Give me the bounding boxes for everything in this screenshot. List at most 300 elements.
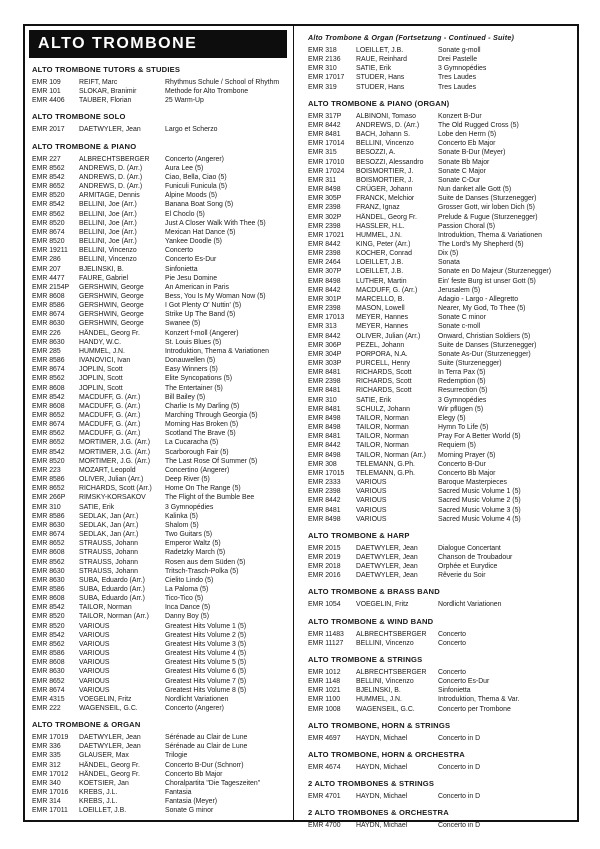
- entry-code: EMR 1054: [308, 601, 341, 609]
- catalog-entry-row: [32, 576, 287, 585]
- entry-composer: VARIOUS: [79, 677, 110, 685]
- entry-code: EMR 319: [308, 83, 337, 91]
- entry-code: EMR 8481: [308, 369, 341, 377]
- catalog-entry-row: [32, 695, 287, 704]
- entry-code: EMR 8481: [308, 387, 341, 395]
- entry-title: Marching Through Georgia (5): [165, 412, 258, 419]
- entry-title: Concerto per Trombone: [438, 705, 511, 713]
- entry-code: EMR 340: [32, 779, 61, 787]
- entry-title: La Cucaracha (5): [165, 439, 219, 447]
- entry-code: EMR 312: [32, 761, 61, 769]
- entry-title: Sinfonietta: [165, 265, 198, 273]
- entry-composer: TAILOR, Norman (Arr.): [79, 613, 149, 621]
- entry-composer: HAYDN, Michael: [356, 763, 408, 771]
- entry-code: EMR 302P: [308, 213, 342, 221]
- entry-title: Rhythmus Schule / School of Rhythm: [165, 79, 280, 86]
- entry-composer: BACH, Johann S.: [356, 131, 411, 139]
- catalog-entry-row: [308, 222, 571, 231]
- entry-composer: STRAUSS, Johann: [79, 567, 138, 575]
- entry-title: Cielito Lindo (5): [165, 576, 214, 584]
- entry-composer: SLOKAR, Branimir: [79, 88, 137, 96]
- entry-title: 3 Gymnopédies: [438, 396, 487, 404]
- catalog-entry-row: [32, 393, 287, 402]
- entry-title: Jerusalem (5): [438, 286, 481, 294]
- entry-composer: BELLINI, Vincenzo: [79, 247, 137, 255]
- entry-title: Concerto: [165, 247, 193, 255]
- entry-composer: HÄNDEL, Georg Fr.: [356, 213, 417, 221]
- entry-title: Concerto: [438, 668, 466, 676]
- catalog-entry-row: [308, 176, 571, 185]
- entry-composer: VARIOUS: [79, 622, 110, 630]
- entry-title: Prelude & Fugue (Sturzenegger): [438, 213, 538, 221]
- entry-title: Two Guitars (5): [165, 531, 213, 539]
- entry-composer: OLIVER, Julian (Arr.): [79, 476, 144, 484]
- section-heading: 2 ALTO TROMBONES & ORCHESTRA: [308, 808, 449, 818]
- entry-composer: MACDUFF, G. (Arr.): [356, 286, 418, 294]
- catalog-entry-row: [308, 148, 571, 157]
- entry-composer: TAILOR, Norman: [356, 414, 409, 422]
- entry-code: EMR 226: [32, 329, 61, 337]
- entry-composer: ARMITAGE, Dennis: [79, 192, 140, 200]
- catalog-entry-row: [308, 734, 571, 743]
- catalog-entry-row: [308, 350, 571, 359]
- entry-title: Passion Choral (5): [438, 222, 496, 230]
- entry-title: Sonate G minor: [165, 807, 214, 815]
- entry-code: EMR 8586: [32, 476, 65, 484]
- entry-composer: BOISMORTIER, J.: [356, 167, 414, 175]
- entry-title: Kalinka (5): [165, 512, 198, 520]
- entry-code: EMR 8586: [32, 585, 65, 593]
- catalog-entry-row: [308, 763, 571, 772]
- entry-code: EMR 307P: [308, 268, 342, 276]
- entry-code: EMR 17021: [308, 231, 345, 239]
- page-title-text: ALTO TROMBONE: [38, 35, 198, 52]
- entry-title: Greatest Hits Volume 6 (5): [165, 668, 247, 676]
- entry-code: EMR 2015: [308, 544, 341, 552]
- catalog-entry-row: [308, 286, 571, 295]
- catalog-entry-row: [308, 562, 571, 571]
- entry-code: EMR 1012: [308, 668, 341, 676]
- catalog-entry-row: [32, 704, 287, 713]
- entry-title: Nordlicht Variationen: [165, 695, 229, 703]
- entry-title: Fantasia: [165, 789, 192, 797]
- entry-code: EMR 315: [308, 149, 337, 157]
- catalog-entry-row: [32, 228, 287, 237]
- entry-title: Tres Laudes: [438, 74, 477, 82]
- entry-composer: VARIOUS: [79, 631, 110, 639]
- entry-composer: VOEGELIN, Fritz: [79, 695, 132, 703]
- entry-code: EMR 8562: [32, 430, 65, 438]
- entry-title: El Choclo (5): [165, 210, 205, 218]
- entry-title: Home On The Range (5): [165, 485, 241, 493]
- entry-title: Elegy (5): [438, 414, 466, 422]
- entry-title: The Lord's My Shepherd (5): [438, 240, 524, 248]
- entry-title: Rosen aus dem Süden (5): [165, 558, 246, 566]
- entry-title: Alpine Moods (5): [165, 192, 218, 200]
- entry-title: Concerto: [438, 639, 466, 647]
- entry-code: EMR 308: [308, 460, 337, 468]
- entry-title: Sonate C-Dur: [438, 176, 481, 184]
- catalog-entry-row: [32, 603, 287, 612]
- catalog-entry-row: [32, 640, 287, 649]
- entry-composer: HUMMEL, J.N.: [79, 347, 125, 355]
- entry-composer: RIMSKY-KORSAKOV: [79, 494, 146, 502]
- entry-composer: GERSHWIN, George: [79, 283, 144, 291]
- entry-code: EMR 8520: [32, 622, 65, 630]
- section-heading: ALTO TROMBONE & ORGAN: [32, 720, 141, 730]
- catalog-entry-row: [308, 231, 571, 240]
- catalog-entry-row: [32, 301, 287, 310]
- entry-title: Lobe den Herrn (5): [438, 131, 497, 139]
- entry-code: EMR 2398: [308, 204, 341, 212]
- entry-composer: ALBRECHTSBERGER: [356, 668, 427, 676]
- catalog-entry-row: [308, 478, 571, 487]
- entry-composer: VARIOUS: [79, 650, 110, 658]
- section-heading: ALTO TROMBONE & WIND BAND: [308, 616, 434, 626]
- catalog-entry-row: [308, 571, 571, 580]
- catalog-entry-row: [308, 304, 571, 313]
- entry-composer: BELLINI, Joe (Arr.): [79, 238, 137, 246]
- catalog-entry-row: [32, 255, 287, 264]
- catalog-entry-row: [32, 751, 287, 760]
- catalog-entry-row: [308, 313, 571, 322]
- entry-code: EMR 2398: [308, 305, 341, 313]
- catalog-entry-row: [308, 258, 571, 267]
- catalog-entry-row: [32, 155, 287, 164]
- entry-title: Bill Bailey (5): [165, 393, 206, 401]
- entry-title: Konzert B-Dur: [438, 112, 482, 120]
- catalog-entry-row: [32, 667, 287, 676]
- entry-title: Greatest Hits Volume 1 (5): [165, 622, 247, 630]
- entry-code: EMR 8498: [308, 277, 341, 285]
- entry-code: EMR 8630: [32, 576, 65, 584]
- entry-code: EMR 8498: [308, 451, 341, 459]
- entry-title: Sonate Bb Major: [438, 158, 490, 166]
- entry-composer: TAILOR, Norman: [356, 442, 409, 450]
- entry-title: Concerto B-Dur: [438, 460, 486, 468]
- entry-title: Resurrection (5): [438, 387, 488, 395]
- entry-title: Nun danket alle Gott (5): [438, 186, 512, 194]
- entry-title: Greatest Hits Volume 3 (5): [165, 640, 247, 648]
- catalog-section: [29, 720, 287, 815]
- entry-title: Sonata: [438, 259, 460, 267]
- entry-title: Donauwellen (5): [165, 357, 216, 365]
- section-heading: ALTO TROMBONE & PIANO (ORGAN): [308, 98, 450, 108]
- catalog-entry-row: [308, 112, 571, 121]
- catalog-entry-row: [32, 384, 287, 393]
- catalog-section: [29, 112, 287, 134]
- entry-composer: LOEILLET, J.B.: [79, 807, 127, 815]
- catalog-entry-row: [308, 396, 571, 405]
- entry-title: La Paloma (5): [165, 585, 209, 593]
- entry-code: EMR 8542: [32, 448, 65, 456]
- entry-code: EMR 8562: [32, 640, 65, 648]
- entry-title: Shalom (5): [165, 521, 199, 529]
- entry-code: EMR 2464: [308, 259, 341, 267]
- entry-title: Sérénade au Clair de Lune: [165, 743, 248, 751]
- section-heading: ALTO TROMBONE & PIANO: [32, 141, 137, 151]
- entry-code: EMR 4700: [308, 822, 341, 830]
- entry-title: Charlie Is My Darling (5): [165, 402, 240, 410]
- entry-composer: VARIOUS: [356, 479, 387, 487]
- catalog-entry-row: [308, 469, 571, 478]
- catalog-entry-row: [308, 73, 571, 82]
- entry-title: 25 Warm-Up: [165, 97, 204, 105]
- entry-code: EMR 223: [32, 466, 61, 474]
- catalog-entry-row: [32, 788, 287, 797]
- entry-code: EMR 17024: [308, 167, 345, 175]
- catalog-entry-row: [32, 622, 287, 631]
- catalog-entry-row: [32, 219, 287, 228]
- catalog-entry-row: [308, 322, 571, 331]
- entry-title: The Entertainer (5): [165, 384, 223, 392]
- catalog-entry-row: [32, 338, 287, 347]
- entry-composer: BESOZZI, Alessandro: [356, 158, 424, 166]
- entry-title: Introduktion, Thema & Var.: [438, 696, 520, 704]
- entry-title: Greatest Hits Volume 8 (5): [165, 686, 247, 694]
- entry-title: Swanee (5): [165, 320, 201, 328]
- entry-code: EMR 2398: [308, 488, 341, 496]
- entry-composer: LUTHER, Martin: [356, 277, 407, 285]
- catalog-entry-row: [308, 515, 571, 524]
- entry-title: Introduktion, Thema & Variationen: [165, 347, 269, 355]
- entry-code: EMR 4701: [308, 793, 341, 800]
- entry-composer: KREBS, J.L.: [79, 789, 118, 797]
- entry-title: Greatest Hits Volume 4 (5): [165, 650, 247, 658]
- entry-code: EMR 306P: [308, 341, 342, 349]
- entry-code: EMR 17012: [32, 770, 69, 778]
- entry-composer: VARIOUS: [356, 497, 387, 505]
- entry-code: EMR 11483: [308, 630, 344, 638]
- entry-title: Scarborough Fair (5): [165, 448, 229, 456]
- catalog-entry-row: [308, 167, 571, 176]
- entry-composer: HANDY, W.C.: [79, 338, 121, 346]
- entry-title: Inca Dance (5): [165, 604, 211, 612]
- entry-title: Funiculi Funicula (5): [165, 183, 228, 191]
- entry-composer: ALBINONI, Tomaso: [356, 112, 416, 120]
- entry-composer: PEZEL, Johann: [356, 341, 405, 349]
- entry-code: EMR 19211: [32, 247, 68, 255]
- entry-title: Concerto Es-Dur: [438, 678, 490, 686]
- entry-composer: KREBS, J.L.: [79, 798, 118, 806]
- entry-code: EMR 2017: [32, 126, 65, 134]
- entry-title: Konzert f-moll (Angerer): [165, 329, 239, 337]
- entry-code: EMR 8520: [32, 238, 65, 246]
- entry-title: Ein' feste Burg ist unser Gott (5): [438, 277, 536, 285]
- catalog-entry-row: [32, 356, 287, 365]
- entry-title: Largo et Scherzo: [165, 126, 218, 134]
- entry-code: EMR 4697: [308, 734, 341, 742]
- entry-composer: LOEILLET, J.B.: [356, 259, 404, 267]
- entry-title: Baroque Masterpieces: [438, 479, 507, 487]
- entry-composer: SUBA, Eduardo (Arr.): [79, 595, 145, 603]
- entry-code: EMR 8562: [32, 375, 65, 383]
- entry-code: EMR 8481: [308, 405, 341, 413]
- left-column: [25, 26, 293, 820]
- entry-composer: BELLINI, Joe (Arr.): [79, 219, 137, 227]
- entry-title: Yankee Doodle (5): [165, 238, 222, 246]
- entry-composer: VARIOUS: [356, 506, 387, 514]
- section-heading: ALTO TROMBONE & STRINGS: [308, 654, 423, 664]
- entry-composer: MACDUFF, G. (Arr.): [79, 402, 141, 410]
- catalog-entry-row: [32, 265, 287, 274]
- entry-composer: MORTIMER, J.G. (Arr.): [79, 439, 151, 447]
- entry-title: Greatest Hits Volume 5 (5): [165, 659, 247, 667]
- catalog-entry-row: [308, 249, 571, 258]
- entry-composer: GLAUSER, Max: [79, 752, 129, 760]
- entry-composer: JOPLIN, Scott: [79, 366, 123, 374]
- entry-title: Concerto B-Dur (Schnorr): [165, 761, 244, 769]
- entry-code: EMR 8442: [308, 442, 341, 450]
- catalog-entry-row: [308, 821, 571, 830]
- section-heading: ALTO TROMBONE, HORN & STRINGS: [308, 720, 451, 730]
- entry-composer: MEYER, Hannes: [356, 314, 409, 322]
- entry-composer: HAYDN, Michael: [356, 793, 408, 800]
- catalog-entry-row: [308, 630, 571, 639]
- entry-composer: VARIOUS: [79, 659, 110, 667]
- entry-composer: KOETSIER, Jan: [79, 779, 129, 787]
- entry-code: EMR 8498: [308, 186, 341, 194]
- catalog-entry-row: [32, 191, 287, 200]
- entry-composer: SATIE, Erik: [79, 503, 115, 511]
- catalog-entry-row: [32, 733, 287, 742]
- entry-title: Trilogie: [165, 752, 188, 760]
- catalog-entry-row: [308, 194, 571, 203]
- entry-composer: STUDER, Hans: [356, 74, 405, 82]
- entry-code: EMR 305P: [308, 195, 342, 203]
- entry-composer: FRANZ, Ignaz: [356, 204, 400, 212]
- entry-composer: ALBRECHTSBERGER: [79, 155, 150, 163]
- entry-title: Greatest Hits Volume 7 (5): [165, 677, 247, 685]
- catalog-entry-row: [308, 267, 571, 276]
- entry-title: Concerto Es-Dur: [165, 256, 217, 264]
- catalog-entry-row: [308, 359, 571, 368]
- entry-title: Suite de Danses (Sturzenegger): [438, 341, 537, 349]
- catalog-section: [305, 99, 571, 524]
- catalog-section: [305, 750, 571, 772]
- catalog-entry-row: [308, 295, 571, 304]
- catalog-entry-row: [308, 705, 571, 714]
- entry-code: EMR 2136: [308, 56, 341, 64]
- entry-title: Sonate en Do Majeur (Sturzenegger): [438, 268, 551, 276]
- catalog-entry-row: [308, 544, 571, 553]
- entry-composer: STRAUSS, Johann: [79, 540, 138, 548]
- catalog-entry-row: [308, 46, 571, 55]
- entry-title: The Flight of the Bumble Bee: [165, 494, 255, 502]
- catalog-entry-row: [308, 792, 571, 801]
- entry-title: Sonate As-Dur (Sturzenegger): [438, 350, 531, 358]
- entry-composer: DAETWYLER, Jean: [356, 572, 418, 580]
- entry-code: EMR 17013: [308, 314, 345, 322]
- catalog-entry-row: [32, 292, 287, 301]
- entry-composer: OLIVER, Julian (Arr.): [356, 332, 421, 340]
- entry-code: EMR 17011: [32, 807, 68, 815]
- entry-code: EMR 8652: [32, 183, 65, 191]
- entry-composer: FRANCK, Melchior: [356, 195, 415, 203]
- entry-composer: DAETWYLER, Jean: [79, 126, 141, 134]
- entry-title: Pie Jesu Domine: [165, 274, 218, 282]
- entry-composer: BOISMORTIER, J.: [356, 176, 414, 184]
- entry-composer: MORTIMER, J.G. (Arr.): [79, 448, 151, 456]
- catalog-entry-row: [308, 158, 571, 167]
- entry-code: EMR 314: [32, 798, 61, 806]
- entry-composer: DAETWYLER, Jean: [356, 553, 418, 561]
- catalog-entry-row: [32, 429, 287, 438]
- catalog-entry-row: [308, 240, 571, 249]
- entry-title: Choralpartita "Die Tageszeiten": [165, 779, 261, 787]
- catalog-entry-row: [32, 125, 287, 134]
- entry-composer: SEDLAK, Jan (Arr.): [79, 531, 139, 539]
- catalog-entry-row: [308, 451, 571, 460]
- catalog-entry-row: [32, 539, 287, 548]
- entry-code: EMR 8630: [32, 668, 65, 676]
- entry-composer: BELLINI, Vincenzo: [356, 140, 414, 148]
- entry-title: Sacred Music Volume 2 (5): [438, 497, 521, 505]
- entry-title: Rêverie du Soir: [438, 572, 486, 580]
- entry-composer: RAUE, Reinhard: [356, 56, 407, 64]
- entry-code: EMR 227: [32, 155, 61, 163]
- entry-composer: HÄNDEL, Georg Fr.: [79, 761, 140, 769]
- entry-composer: WAGENSEIL, G.C.: [79, 705, 138, 712]
- catalog-entry-row: [32, 493, 287, 502]
- entry-composer: MEYER, Hannes: [356, 323, 409, 331]
- entry-composer: MACDUFF, G. (Arr.): [79, 421, 141, 429]
- catalog-entry-row: [308, 695, 571, 704]
- entry-code: EMR 4315: [32, 695, 65, 703]
- entry-title: An American in Paris: [165, 283, 229, 291]
- page-title: [29, 30, 287, 58]
- entry-code: EMR 8442: [308, 121, 341, 129]
- entry-code: EMR 8442: [308, 497, 341, 505]
- entry-composer: MORTIMER, J.G. (Arr.): [79, 457, 151, 465]
- entry-code: EMR 310: [32, 503, 61, 511]
- entry-title: Concerto in D: [438, 734, 481, 742]
- catalog-entry-row: [308, 83, 571, 92]
- entry-code: EMR 11127: [308, 639, 344, 647]
- entry-code: EMR 8586: [32, 512, 65, 520]
- section-heading: ALTO TROMBONE & BRASS BAND: [308, 587, 440, 597]
- catalog-entry-row: [32, 200, 287, 209]
- section-heading: 2 ALTO TROMBONES & STRINGS: [308, 779, 435, 788]
- entry-composer: BJELINSKI, B.: [79, 265, 124, 273]
- entry-code: EMR 8674: [32, 366, 65, 374]
- page-frame: [23, 24, 579, 830]
- entry-title: Tres Laudes: [438, 83, 477, 91]
- catalog-entry-row: [32, 237, 287, 246]
- entry-code: EMR 1100: [308, 696, 341, 704]
- catalog-entry-row: [32, 677, 287, 686]
- entry-composer: TAILOR, Norman: [356, 424, 409, 432]
- entry-code: EMR 8674: [32, 531, 65, 539]
- entry-title: Requiem (5): [438, 442, 476, 450]
- catalog-entry-row: [32, 503, 287, 512]
- entry-title: Greatest Hits Volume 2 (5): [165, 631, 247, 639]
- catalog-entry-row: [32, 512, 287, 521]
- entry-composer: ANDREWS, D. (Arr.): [356, 121, 420, 129]
- entry-title: Nordlicht Variationen: [438, 601, 502, 609]
- catalog-entry-row: [308, 203, 571, 212]
- entry-composer: BELLINI, Vincenzo: [79, 256, 137, 264]
- entry-title: Hymn To Life (5): [438, 424, 489, 432]
- entry-composer: DAETWYLER, Jean: [356, 563, 418, 571]
- catalog-entry-row: [32, 631, 287, 640]
- entry-code: EMR 2019: [308, 553, 341, 561]
- entry-title: The Old Rugged Cross (5): [438, 121, 519, 129]
- entry-code: EMR 8542: [32, 604, 65, 612]
- catalog-entry-row: [308, 553, 571, 562]
- entry-code: EMR 17014: [308, 140, 345, 148]
- entry-title: Sinfonietta: [438, 687, 471, 695]
